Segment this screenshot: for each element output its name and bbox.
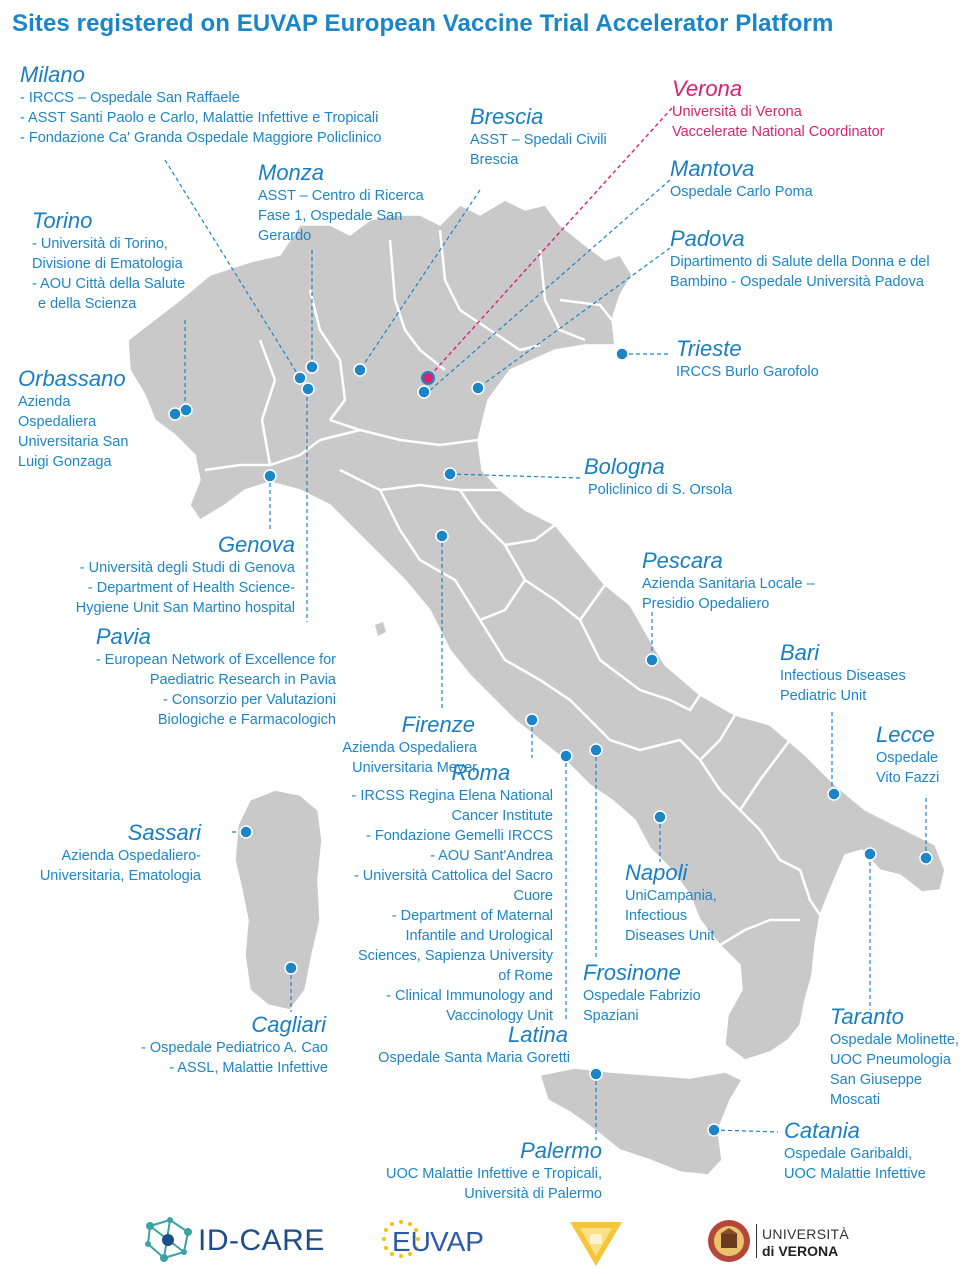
site-city: Catania	[784, 1118, 860, 1143]
site-line: Divisione di Ematologia	[32, 256, 183, 272]
dot-genova	[264, 470, 276, 482]
site-line: - European Network of Excellence for	[95, 652, 336, 668]
site-line: Universitaria, Ematologia	[39, 868, 201, 884]
site-city: Bologna	[584, 454, 665, 479]
site-line: of Rome	[498, 968, 553, 984]
site-verona	[672, 76, 885, 142]
site-line: Vito Fazzi	[876, 770, 940, 786]
dot-mantova	[418, 386, 430, 398]
vaccelerate-v-icon	[566, 1216, 626, 1268]
dot-cagliari	[285, 962, 297, 974]
site-city: Milano	[20, 62, 85, 87]
site-line: Universitaria Meyer	[352, 760, 477, 776]
euvap-logo	[380, 1214, 500, 1266]
site-line: Ospedale	[876, 750, 939, 766]
site-line: Spaziani	[583, 1008, 639, 1024]
site-line: ASST – Spedali Civili	[470, 132, 607, 148]
site-line: Infantile and Urological	[405, 928, 553, 944]
dot-torino	[180, 404, 192, 416]
dot-roma	[526, 714, 538, 726]
id-care-network-icon	[140, 1212, 200, 1266]
site-city: Torino	[32, 208, 93, 233]
site-line: Luigi Gonzaga	[18, 454, 112, 470]
site-line: Ospedale Garibaldi,	[784, 1146, 913, 1162]
site-line: Ospedale Molinette,	[830, 1032, 959, 1048]
site-line: Ospedaliera	[18, 414, 97, 430]
site-line: Azienda	[18, 394, 71, 410]
site-line: Università di Palermo	[464, 1186, 602, 1202]
dot-firenze	[436, 530, 448, 542]
site-cagliari	[141, 1012, 328, 1078]
site-line: - Fondazione Ca' Granda Ospedale Maggiore Policlinico	[20, 130, 382, 146]
vaccelerate-logo	[566, 1216, 626, 1268]
site-line: Azienda Sanitaria Locale –	[642, 576, 815, 592]
site-line: UniCampania,	[625, 888, 717, 904]
site-line: Infectious Diseases	[780, 668, 906, 684]
site-line: - Clinical Immunology and	[386, 988, 553, 1004]
dot-trieste	[616, 348, 628, 360]
univr-logo	[706, 1218, 856, 1268]
site-line: - IRCCS – Ospedale San Raffaele	[20, 90, 240, 106]
site-city: Trieste	[676, 336, 742, 361]
site-latina	[378, 1022, 570, 1068]
site-line: San Giuseppe	[830, 1072, 922, 1088]
site-line: ASST – Centro di Ricerca	[258, 188, 424, 204]
site-city: Orbassano	[18, 366, 126, 391]
site-line: UOC Malattie Infettive	[784, 1166, 926, 1182]
site-line: - AOU Sant'Andrea	[430, 848, 553, 864]
site-city: Napoli	[625, 860, 688, 885]
id-care-wordmark: ID-CARE	[198, 1224, 325, 1257]
site-padova	[670, 226, 930, 292]
site-line: Diseases Unit	[625, 928, 715, 944]
dot-frosinone	[590, 744, 602, 756]
site-city: Brescia	[470, 104, 544, 129]
site-line: Presidio Opedaliero	[642, 596, 770, 612]
site-line: Vaccelerate National Coordinator	[672, 124, 885, 140]
site-line: - Università di Torino,	[32, 236, 168, 252]
site-line: Vaccinology Unit	[446, 1008, 553, 1024]
site-sassari	[40, 820, 201, 886]
site-line: Infectious	[625, 908, 688, 924]
site-genova	[76, 532, 295, 618]
site-city: Sassari	[127, 820, 201, 845]
site-bari	[780, 640, 906, 706]
site-line: Sciences, Sapienza University	[357, 948, 553, 964]
site-pavia	[96, 624, 336, 730]
site-napoli	[625, 860, 717, 946]
site-line: Moscati	[830, 1092, 880, 1108]
dot-sassari	[240, 826, 252, 838]
dot-latina	[560, 750, 572, 762]
site-line: Universitaria San	[18, 434, 129, 450]
site-lecce	[876, 722, 939, 788]
site-line: Policlinico di S. Orsola	[588, 482, 733, 498]
univr-wordmark-1: UNIVERSITÀ	[762, 1226, 850, 1242]
site-city: Pescara	[642, 548, 723, 573]
site-line: Gerardo	[258, 228, 312, 244]
site-line: Hygiene Unit San Martino hospital	[75, 600, 295, 616]
site-city: Pavia	[95, 624, 151, 649]
dot-brescia	[354, 364, 366, 376]
site-city: Monza	[258, 160, 325, 185]
site-monza	[258, 160, 424, 246]
dot-bari	[828, 788, 840, 800]
site-catania	[784, 1118, 926, 1184]
site-frosinone	[583, 960, 701, 1026]
id-care-logo	[140, 1212, 340, 1266]
dot-napoli	[654, 811, 666, 823]
site-line: UOC Pneumologia	[830, 1052, 951, 1068]
univr-divider	[756, 1224, 757, 1258]
dot-catania	[708, 1124, 720, 1136]
site-city: Frosinone	[583, 960, 681, 985]
site-line: Università di Verona	[672, 104, 802, 120]
site-line: - Fondazione Gemelli IRCCS	[366, 828, 553, 844]
site-city: Verona	[672, 76, 743, 101]
euvap-wordmark-eu: EU	[392, 1226, 431, 1257]
site-line: Biologiche e Farmacologich	[157, 712, 336, 728]
site-pescara	[642, 548, 815, 614]
site-line: - Consorzio per Valutazioni	[162, 692, 336, 708]
site-line: Azienda Ospedaliero-	[61, 848, 201, 864]
site-line: Brescia	[470, 152, 519, 168]
sardinia	[235, 790, 322, 1010]
site-line: - Università degli Studi di Genova	[79, 560, 295, 576]
site-taranto	[830, 1004, 959, 1110]
site-line: - Department of Health Science-	[87, 580, 295, 596]
site-city: Lecce	[876, 722, 935, 747]
dot-lecce	[920, 852, 932, 864]
site-line: Fase 1, Ospedale San	[258, 208, 403, 224]
site-torino	[32, 208, 185, 314]
site-line: - Università Cattolica del Sacro	[353, 868, 553, 884]
univr-seal-icon	[706, 1218, 752, 1264]
site-mantova	[670, 156, 813, 202]
dot-milano	[294, 372, 306, 384]
site-line: - IRCSS Regina Elena National	[351, 788, 553, 804]
site-city: Padova	[670, 226, 745, 251]
site-city: Roma	[451, 760, 511, 785]
site-line: - ASSL, Malattie Infettive	[169, 1060, 328, 1076]
dot-bologna	[444, 468, 456, 480]
dot-monza	[306, 361, 318, 373]
site-line: - Ospedale Pediatrico A. Cao	[141, 1040, 328, 1056]
site-line: Paediatric Research in Pavia	[149, 672, 336, 688]
corsica	[375, 622, 386, 636]
site-brescia	[470, 104, 607, 170]
site-palermo	[386, 1138, 602, 1204]
site-line: Ospedale Fabrizio	[583, 988, 701, 1004]
dot-pavia	[302, 383, 314, 395]
dot-orbassano	[169, 408, 181, 420]
site-city: Latina	[508, 1022, 568, 1047]
site-line: e della Scienza	[38, 296, 137, 312]
site-bologna	[584, 454, 732, 500]
site-milano	[20, 62, 381, 148]
site-line: Bambino - Ospedale Università Padova	[670, 274, 924, 290]
site-line: - AOU Città della Salute	[32, 276, 186, 292]
site-trieste	[676, 336, 819, 382]
dot-taranto	[864, 848, 876, 860]
site-line: IRCCS Burlo Garofolo	[676, 364, 819, 380]
site-line: UOC Malattie Infettive e Tropicali,	[386, 1166, 602, 1182]
site-line: - ASST Santi Paolo e Carlo, Malattie Infettive e Tropicali	[20, 110, 379, 126]
site-line: Dipartimento di Salute della Donna e del	[670, 254, 930, 270]
site-city: Cagliari	[251, 1012, 326, 1037]
dot-verona	[422, 372, 434, 384]
site-line: Cuore	[513, 888, 553, 904]
site-city: Mantova	[670, 156, 755, 181]
page-title: Sites registered on EUVAP European Vaccine Trial Accelerator Platform	[12, 10, 834, 37]
site-city: Firenze	[401, 712, 475, 737]
site-line: - Department of Maternal	[391, 908, 553, 924]
dot-palermo	[590, 1068, 602, 1080]
site-city: Palermo	[520, 1138, 602, 1163]
site-line: Pediatric Unit	[780, 688, 867, 704]
site-orbassano	[18, 366, 128, 472]
site-city: Bari	[780, 640, 820, 665]
site-line: Ospedale Carlo Poma	[670, 184, 813, 200]
site-line: Ospedale Santa Maria Goretti	[378, 1050, 570, 1066]
site-city: Genova	[217, 532, 295, 557]
site-city: Taranto	[830, 1004, 904, 1029]
site-line: Azienda Ospedaliera	[342, 740, 477, 756]
site-line: Cancer Institute	[451, 808, 553, 824]
dot-pescara	[646, 654, 658, 666]
site-roma	[352, 760, 554, 1026]
dot-padova	[472, 382, 484, 394]
univr-wordmark-2: di VERONA	[762, 1243, 839, 1259]
euvap-wordmark-vap: VAP	[430, 1226, 484, 1257]
